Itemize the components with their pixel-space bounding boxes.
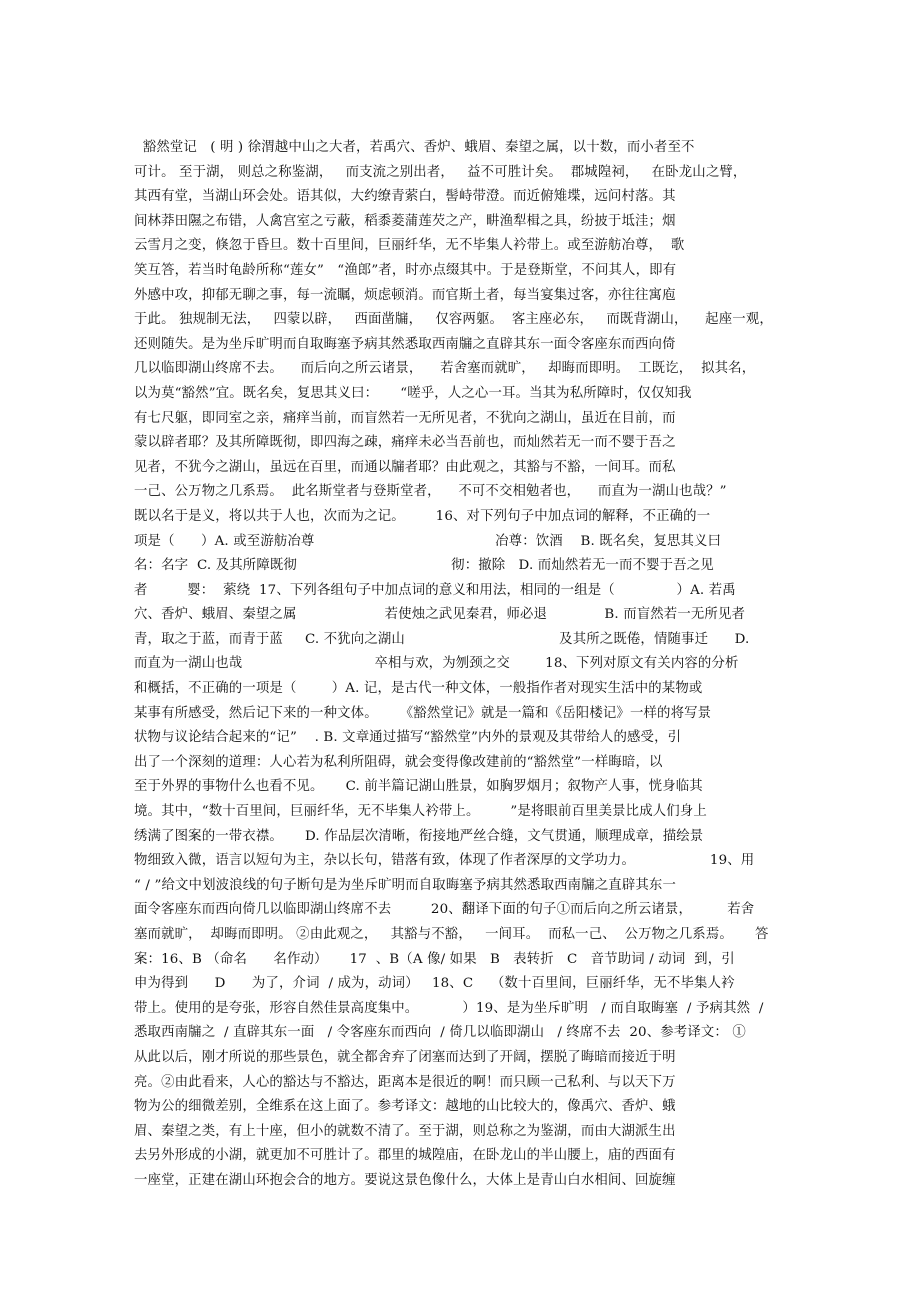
- question-17-options: 者 婴： 萦绕 17、下列各组句子中加点词的意义和用法，相同的一组是（ ）A. 若禹: [134, 582, 736, 598]
- text-line: 豁然堂记 ( 明 ) 徐渭越中山之大者，若禹穴、香炉、蛾眉、秦望之属，以十数，而小者至不: [134, 140, 695, 155]
- question-20: 面令客座东而西向倚几以临即湖山终席不去 20、翻译下面的句子①而后向之所云诸景， 若舍: [134, 902, 755, 918]
- question-18-options: 境。其中，“数十百里间，巨丽纤华，无不毕集人衿带上。 ”是将眼前百里美景比成人们身上: [134, 804, 707, 820]
- text-line: 其西有堂，当湖山环会处。语其似，大约缭青萦白，髻峙带澄。而近俯雉堞，远问村落。其: [134, 189, 676, 205]
- question-19: “ / ”给文中划波浪线的句子断句是为坐斥旷明而自取晦塞予病其然悉取西南牖之直辟其东一: [134, 877, 677, 893]
- text-line: 于此。 独规制无法， 四蒙以辟， 西面凿牖， 仅容两躯。 客主座必东， 而既背湖山， 起座一观，: [134, 312, 773, 328]
- question-18-options: 绣满了图案的一带衣襟。 D. 作品层次清晰，衔接地严丝合缝，文气贯通，顺理成章，描绘景: [134, 828, 704, 844]
- answer-key: 申为得到 D 为了，介词 / 成为，动词） 18、C （数十百里间，巨丽纤华，无不毕集人衿: [134, 976, 735, 992]
- text-line: 既以名于是义，将以共于人也，次而为之记。 16、对下列句子中加点词的解释，不正确的一: [134, 508, 711, 524]
- question-17-options: 青，取之于蓝，而青于蓝 C. 不犹向之湖山 及其所之既倦，情随事迁 D.: [134, 631, 750, 647]
- text-line: 蒙以辟者耶？及其所障既彻，即四海之疎，痛痒未必当吾前也，而灿然若无一而不婴于吾之: [134, 435, 676, 451]
- answer-key: 带上。使用的是夸张，形容自然佳景高度集中。 ）19、是为坐斥旷明 / 而自取晦塞 / 予病其然 /: [134, 1000, 764, 1016]
- question-18-options: 出了一个深刻的道理：人心若为私利所阻碍，就会变得像改建前的“豁然堂”一样晦暗，以: [134, 754, 663, 770]
- text-line: 见者，不犹今之湖山，虽远在百里，而通以牖者耶？由此观之，其豁与不豁，一间耳。而私: [134, 459, 676, 475]
- answer-key: 悉取西南牖之 / 直辟其东一面 / 令客座东而西向 / 倚几以临即湖山 / 终席不去 20、参考译文： ①: [134, 1025, 746, 1041]
- question-20: 塞而就旷， 却晦而即明。 ②由此观之， 其豁与不豁， 一间耳。 而私一己、 公万物之几系焉。 答: [134, 927, 769, 942]
- answer-key: 从此以后，刚才所说的那些景色，就全都舍弃了闭塞而达到了开阔，摆脱了晦暗而接近于明: [134, 1049, 676, 1065]
- question-18-options: 状物与议论结合起来的“记” . B. 文章通过描写“豁然堂”内外的景观及其带给人的感受，引: [134, 730, 682, 746]
- question-16-options: 名：名字 C. 及其所障既彻 彻：撤除 D. 而灿然若无一而不婴于吾之见: [134, 558, 714, 574]
- question-19: 物细致入微，语言以短句为主，杂以长句，错落有致，体现了作者深厚的文学功力。 19、用: [134, 853, 755, 869]
- translation-text: 去另外形成的小湖，就更加不可胜计了。郡里的城隍庙，在卧龙山的半山腰上，庙的西面有: [134, 1148, 676, 1164]
- text-line: 以为莫“豁然”宜。既名矣，复思其义曰： “嗟乎，人之心一耳。当其为私所障时，仅仅知我: [134, 385, 692, 401]
- question-16-options: 项是（ ）A. 或至游舫冶尊 冶尊：饮酒 B. 既名矣，复思其义曰: [134, 533, 722, 549]
- question-17-options: 而直为一湖山也哉 卒相与欢，为刎颈之交 18、下列对原文有关内容的分析: [134, 656, 739, 672]
- answer-key: 案：16、B （命名 名作动） 17 、B（A 像/ 如果 B 表转折 C 音节助词 / 动词 到，引: [134, 951, 735, 967]
- question-18-options: 至于外界的事物什么也看不见。 C. 前半篇记湖山胜景，如胸罗烟月；叙物产人事，恍身临其: [134, 779, 703, 795]
- text-line: 云雪月之变，倏忽于昏旦。数十百里间，巨丽纤华，无不毕集人衿带上。或至游舫冶尊， 歌: [134, 238, 685, 254]
- answer-key: 亮。②由此看来，人心的豁达与不豁达，距离本是很近的啊！而只顾一己私利、与以天下万: [134, 1074, 676, 1090]
- text-line: 有七尺躯，即同室之亲，痛痒当前，而盲然若一无所见者，不犹向之湖山，虽近在目前，而: [134, 410, 676, 426]
- translation-text: 物为公的细微差别，全维系在这上面了。参考译文：越地的山比较大的，像禹穴、香炉、蛾: [134, 1099, 676, 1115]
- text-line: 还则随失。是为坐斥旷明而自取晦塞予病其然悉取西南牖之直辟其东一面令客座东而西向倚: [134, 336, 676, 352]
- text-line: 间林莽田隰之布错，人禽宫室之亏蔽，稻黍菱蒲莲芡之产，畊渔犁楫之具，纷披于坻洼；烟: [134, 213, 676, 229]
- text-line: 可计。 至于湖， 则总之称鉴湖， 而支流之别出者， 益不可胜计矣。 郡城隍祠， 在卧龙山之臂，: [134, 164, 747, 180]
- text-line: 几以临即湖山终席不去。 而后向之所云诸景， 若舍塞而就旷， 却晦而即明。 工既讫， 拟其名，: [134, 361, 756, 377]
- text-line: 笑互答，若当时龟龄所称“莲女” “渔郎”者，时亦点缀其中。于是登斯堂，不问其人，即有: [134, 262, 677, 278]
- question-18-options: 某事有所感受，然后记下来的一种文体。 《豁然堂记》就是一篇和《岳阳楼记》一样的将写景: [134, 705, 712, 721]
- question-18-options: 和概括，不正确的一项是（ ）A. 记，是古代一种文体，一般指作者对现实生活中的某物或: [134, 681, 703, 697]
- translation-text: 一座堂，正建在湖山环抱会合的地方。要说这景色像什么，大体上是青山白水相间、回旋缠: [134, 1172, 676, 1188]
- text-line: 外感中攻，抑郁无聊之事，每一流瞩，烦虑顿消。而官斯土者，每当宴集过客，亦往往寓庖: [134, 287, 676, 303]
- text-line: 一己、公万物之几系焉。 此名斯堂者与登斯堂者， 不可不交相勉者也， 而直为一湖山也哉？”: [134, 484, 727, 500]
- document-text-block: [134, 136, 786, 1194]
- question-17-options: 穴、香炉、蛾眉、秦望之属 若使烛之武见秦君，师必退 B. 而盲然若一无所见者: [134, 607, 746, 623]
- translation-text: 眉、秦望之类，有上十座，但小的就数不清了。至于湖，则总称之为鉴湖，而由大湖派生出: [134, 1123, 676, 1139]
